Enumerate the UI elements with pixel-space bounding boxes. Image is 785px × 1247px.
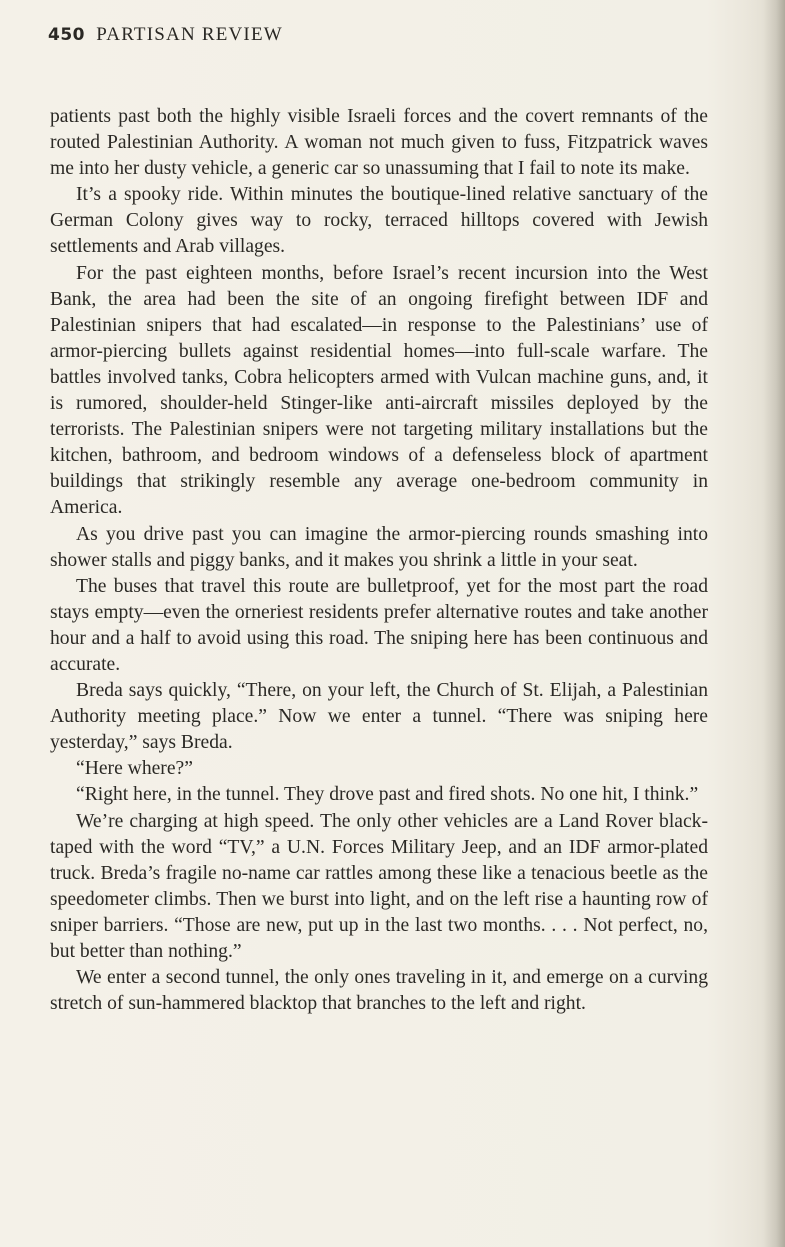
paragraph-5: The buses that travel this route are bulletproof, yet for the most part the road stays empty—even the orneriest residents prefer alternative routes and take another hour and a half to avoid using this road. The sniping here has been continuous and accurate. <box>50 575 708 675</box>
page-gutter-shadow <box>763 0 785 1247</box>
body-text <box>50 104 708 1017</box>
paragraph-8: “Right here, in the tunnel. They drove past and fired shots. No one hit, I think.” <box>76 784 699 806</box>
page-number: 450 <box>48 25 85 45</box>
paragraph-6: Breda says quickly, “There, on your left, the Church of St. Elijah, a Palestinian Authority meeting place.” Now we enter a tunnel. “There was sniping here yesterday,” says Breda. <box>50 680 708 754</box>
paragraph-1: patients past both the highly visible Israeli forces and the covert remnants of the routed Palestinian Authority. A woman not much given to fuss, Fitzpatrick waves me into her dusty vehicle, a generic car so unassuming that I fail to note its make. <box>50 106 708 180</box>
paragraph-10: We enter a second tunnel, the only ones traveling in it, and emerge on a curving stretch of sun-hammered blacktop that branches to the left and right. <box>50 967 708 1015</box>
running-head <box>48 24 283 46</box>
paragraph-3: For the past eighteen months, before Israel’s recent incursion into the West Bank, the area had been the site of an ongoing firefight between IDF and Palestinian snipers that had escalated—in response to the Palestinians’ use of armor-piercing bullets against residential homes—into full-scale warfare. The battles involved tanks, Cobra helicopters armed with Vulcan machine guns, and, it is rumored, shoulder-held Stinger-like anti-aircraft missiles deployed by the terrorists. The Palestinian snipers were not targeting military installations but the kitchen, bathroom, and bedroom windows of a defenseless block of apartment buildings that strikingly resemble any average one-bedroom community in America. <box>50 262 708 519</box>
paragraph-9: We’re charging at high speed. The only other vehicles are a Land Rover black-taped with the word “TV,” a U.N. Forces Military Jeep, and an IDF armor-plated truck. Breda’s fragile no-name car rattles among these like a tenacious beetle as the speedometer climbs. Then we burst into light, and on the left rise a haunting row of sniper barriers. “Those are new, put up in the last two months. . . . Not perfect, no, but better than nothing.” <box>50 810 708 962</box>
paragraph-4: As you drive past you can imagine the armor-piercing rounds smashing into shower stalls and piggy banks, and it makes you shrink a little in your seat. <box>50 523 708 571</box>
journal-title: PARTISAN REVIEW <box>96 24 283 45</box>
paragraph-2: It’s a spooky ride. Within minutes the boutique-lined relative sanctuary of the German Colony gives way to rocky, terraced hilltops covered with Jewish settlements and Arab villages. <box>50 184 708 258</box>
paragraph-7: “Here where?” <box>76 758 193 780</box>
